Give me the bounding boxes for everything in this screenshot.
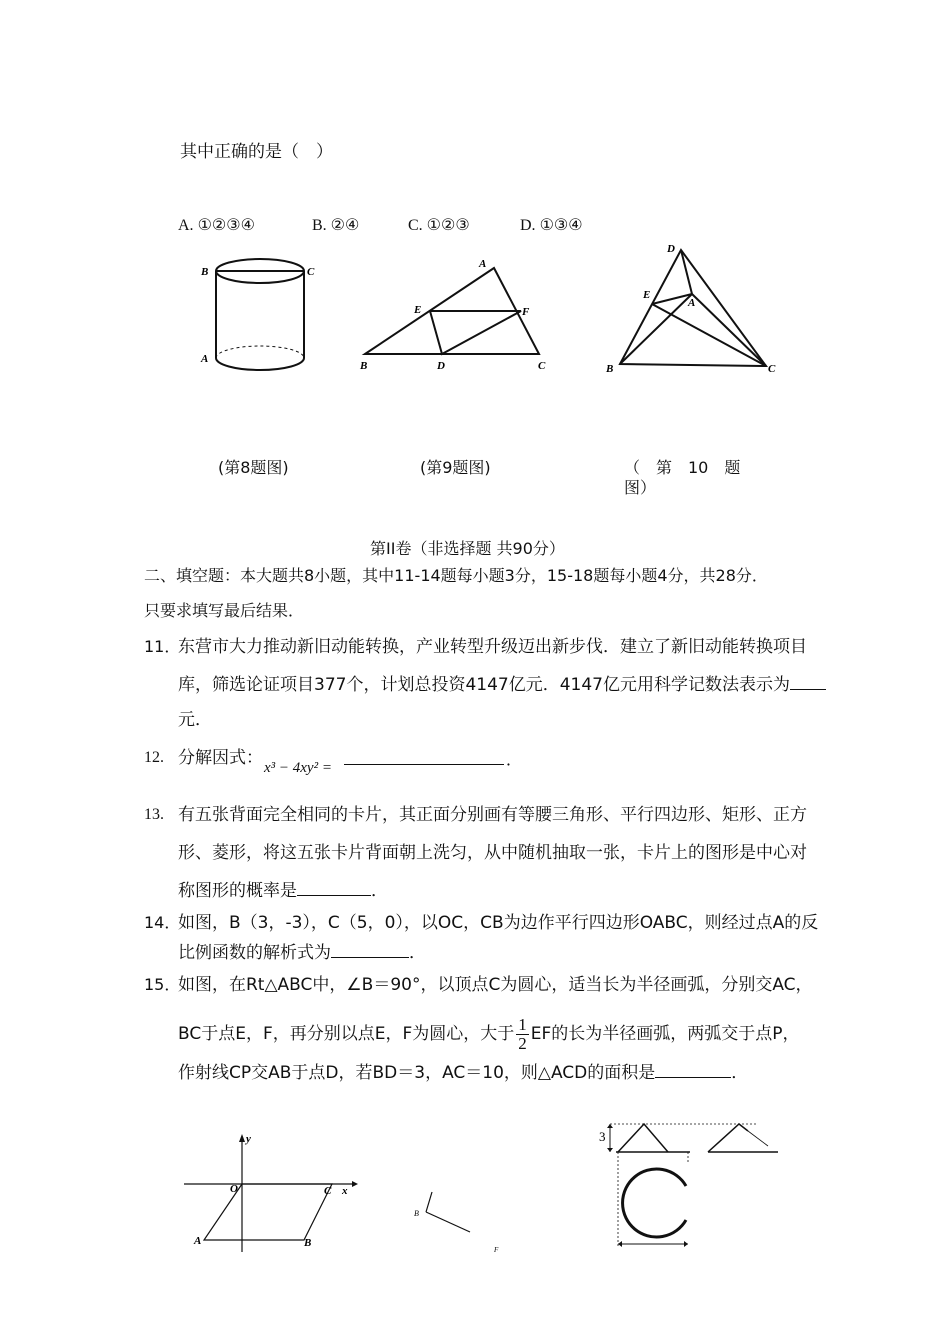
q14-line2-wrap (178, 943, 426, 963)
fig10-caption-line2: 图） (624, 478, 657, 497)
figure-8-cylinder (195, 250, 325, 380)
fig9-label-f: F (522, 306, 530, 318)
option-c (408, 216, 470, 236)
q14-line2: 比例函数的解析式为 (178, 943, 331, 963)
figure-9-triangle (355, 255, 555, 380)
q15-line3-wrap (178, 1063, 748, 1083)
fig8-caption: (第8题图) (218, 458, 289, 477)
q15-line1: 如图，在Rt△ABC中，∠B＝90°，以顶点C为圆心，适当长为半径画弧，分别交AC， (178, 975, 813, 995)
q13-line1: 有五张背面完全相同的卡片，其正面分别画有等腰三角形、平行四边形、矩形、正方 (178, 805, 807, 825)
fig9-label-b: B (360, 360, 368, 372)
option-d-label: D. (520, 217, 536, 234)
q11-answer-blank[interactable] (790, 675, 826, 690)
q15-line3: 作射线CP交AB于点D，若BD＝3，AC＝10，则△ACD的面积是 (178, 1063, 656, 1083)
q14-line1: 如图，B（3，-3），C（5，0），以OC，CB为边作平行四边形OABC，则经过点A的反 (178, 913, 819, 933)
q14-answer-blank[interactable] (331, 943, 409, 958)
option-a (178, 216, 255, 236)
q13-number: 13. (144, 806, 164, 823)
q15-line2-b: EF的长为半径画弧，两弧交于点P， (530, 1024, 800, 1044)
figure-10-triangle (600, 238, 785, 378)
q12-answer-blank[interactable] (344, 764, 504, 765)
q15-answer-blank[interactable] (655, 1063, 731, 1078)
q15-frac-num: 1 (518, 1014, 527, 1034)
section-2-intro-line1: 二、填空题：本大题共8小题，其中11-14题每小题3分，15-18题每小题4分，共28分． (144, 566, 768, 585)
q15-number: 15． (144, 975, 181, 994)
fig10-caption-line1: （ 第 10 题 (624, 458, 741, 477)
q13-answer-blank[interactable] (297, 881, 371, 896)
fig10-label-d: D (667, 243, 675, 255)
q14-end: ． (409, 943, 426, 963)
q12-expression: x³ − 4xy² = (264, 760, 332, 776)
option-b (312, 216, 359, 236)
q12-number: 12. (144, 749, 164, 766)
option-a-label: A. (178, 217, 194, 234)
fig10-label-c: C (768, 363, 776, 375)
fig8-label-b: B (201, 266, 209, 278)
section-2-title: 第II卷（非选择题 共90分） (370, 539, 565, 558)
q13-line3-wrap (178, 881, 388, 901)
fig15-label-f: F (494, 1246, 499, 1254)
figure-14-axes (180, 1128, 365, 1258)
q11-line2-wrap (178, 675, 826, 695)
fig10-label-a: A (688, 297, 696, 309)
fig8-label-c: C (307, 266, 315, 278)
fig9-label-e: E (414, 304, 422, 316)
figure-15-fragment (408, 1186, 508, 1256)
q13-line2: 形、菱形，将这五张卡片背面朝上洗匀，从中随机抽取一张，卡片上的图形是中心对 (178, 843, 807, 863)
fig9-caption: (第9题图) (420, 458, 491, 477)
figure-16-dimensions (596, 1116, 786, 1256)
option-d-value: ①③④ (539, 217, 583, 234)
q11-line2: 库，筛选论证项目377个，计划总投资4147亿元．4147亿元用科学记数法表示为 (178, 675, 790, 695)
fig14-axis-y: y (246, 1133, 251, 1145)
option-c-label: C. (408, 217, 423, 234)
fig16-label-3: 3 (599, 1129, 606, 1144)
fig14-label-o: O (230, 1183, 238, 1195)
option-b-label: B. (312, 217, 327, 234)
q15-line2-wrap (178, 1014, 800, 1054)
q11-line1: 东营市大力推动新旧动能转换，产业转型升级迈出新步伐．建立了新旧动能转换项目 (178, 637, 807, 657)
fig14-label-b: B (304, 1237, 312, 1249)
fig15-label-b: B (414, 1209, 419, 1218)
option-c-value: ①②③ (426, 217, 470, 234)
q11-line3: 元． (178, 710, 212, 730)
q15-end: ． (731, 1063, 749, 1083)
fig14-axis-x: x (342, 1185, 348, 1197)
fig9-label-d: D (437, 360, 445, 372)
fig8-label-a: A (201, 353, 209, 365)
fig9-label-c: C (538, 360, 546, 372)
option-b-value: ②④ (330, 217, 360, 234)
q15-fraction (516, 1016, 529, 1053)
fig10-label-e: E (643, 289, 651, 301)
fig9-label-a: A (479, 258, 487, 270)
section-2-intro-line2: 只要求填写最后结果． (144, 601, 305, 620)
option-d (520, 216, 583, 236)
fig14-label-a: A (194, 1235, 202, 1247)
q13-line3: 称图形的概率是 (178, 881, 297, 901)
option-a-value: ①②③④ (197, 217, 255, 234)
q14-number: 14． (144, 913, 181, 932)
question-prompt: 其中正确的是（ ） (180, 142, 333, 162)
fig10-label-b: B (606, 363, 614, 375)
q13-end: ． (371, 881, 388, 901)
q15-frac-den: 2 (518, 1033, 527, 1053)
q15-line2-a: BC于点E，F，再分别以点E，F为圆心，大于 (178, 1024, 515, 1044)
q11-number: 11． (144, 637, 181, 656)
fig14-label-c: C (324, 1185, 332, 1197)
q12-end: ． (506, 750, 523, 769)
q12-text: 分解因式： (178, 748, 263, 768)
